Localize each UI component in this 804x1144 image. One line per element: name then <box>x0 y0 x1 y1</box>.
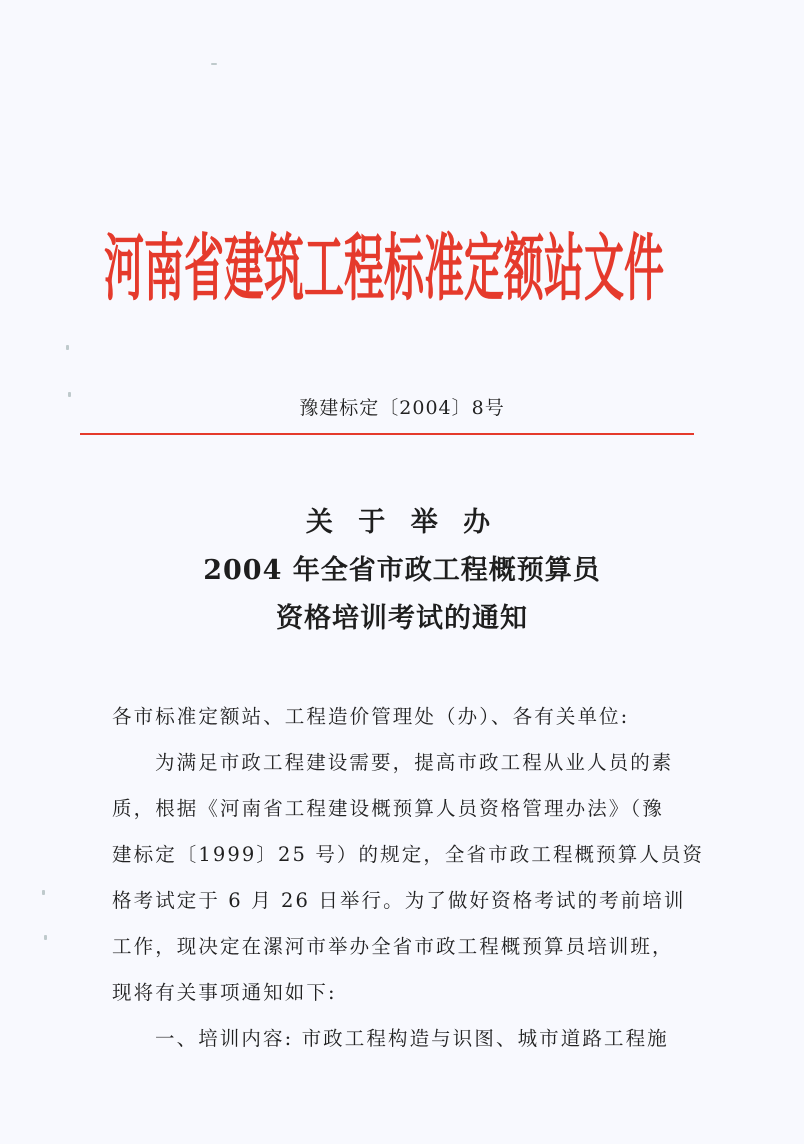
paragraph-line: 建标定〔1999〕25 号）的规定，全省市政工程概预算人员资 <box>112 843 705 866</box>
notice-title-line-1: 关 于 举 办 <box>305 507 499 538</box>
scan-speck <box>44 935 47 940</box>
red-separator-line <box>80 433 694 435</box>
item-1-line: 一、培训内容: 市政工程构造与识图、城市道路工程施 <box>155 1027 669 1050</box>
scan-speck <box>66 345 69 350</box>
recipients-line: 各市标准定额站、工程造价管理处（办）、各有关单位: <box>112 705 630 728</box>
paragraph-line: 工作，现决定在漯河市举办全省市政工程概预算员培训班， <box>112 935 674 958</box>
document-number: 豫建标定〔2004〕8号 <box>299 397 505 419</box>
paragraph-line: 为满足市政工程建设需要，提高市政工程从业人员的素 <box>155 751 674 774</box>
paragraph-line: 质，根据《河南省工程建设概预算人员资格管理办法》（豫 <box>112 797 664 820</box>
scan-speck <box>42 890 45 895</box>
scan-speck <box>211 63 217 65</box>
notice-title-line-2: 2004 年全省市政工程概预算员 <box>203 555 601 586</box>
issuer-title: 河南省建筑工程标准定额站文件 <box>104 226 664 312</box>
scan-speck <box>68 392 71 397</box>
paragraph-line: 现将有关事项通知如下: <box>112 981 337 1004</box>
notice-title-line-3: 资格培训考试的通知 <box>276 603 528 634</box>
paragraph-line: 格考试定于 6 月 26 日举行。为了做好资格考试的考前培训 <box>112 889 686 912</box>
notice-body <box>112 697 704 1065</box>
issuer-masthead <box>104 196 676 316</box>
